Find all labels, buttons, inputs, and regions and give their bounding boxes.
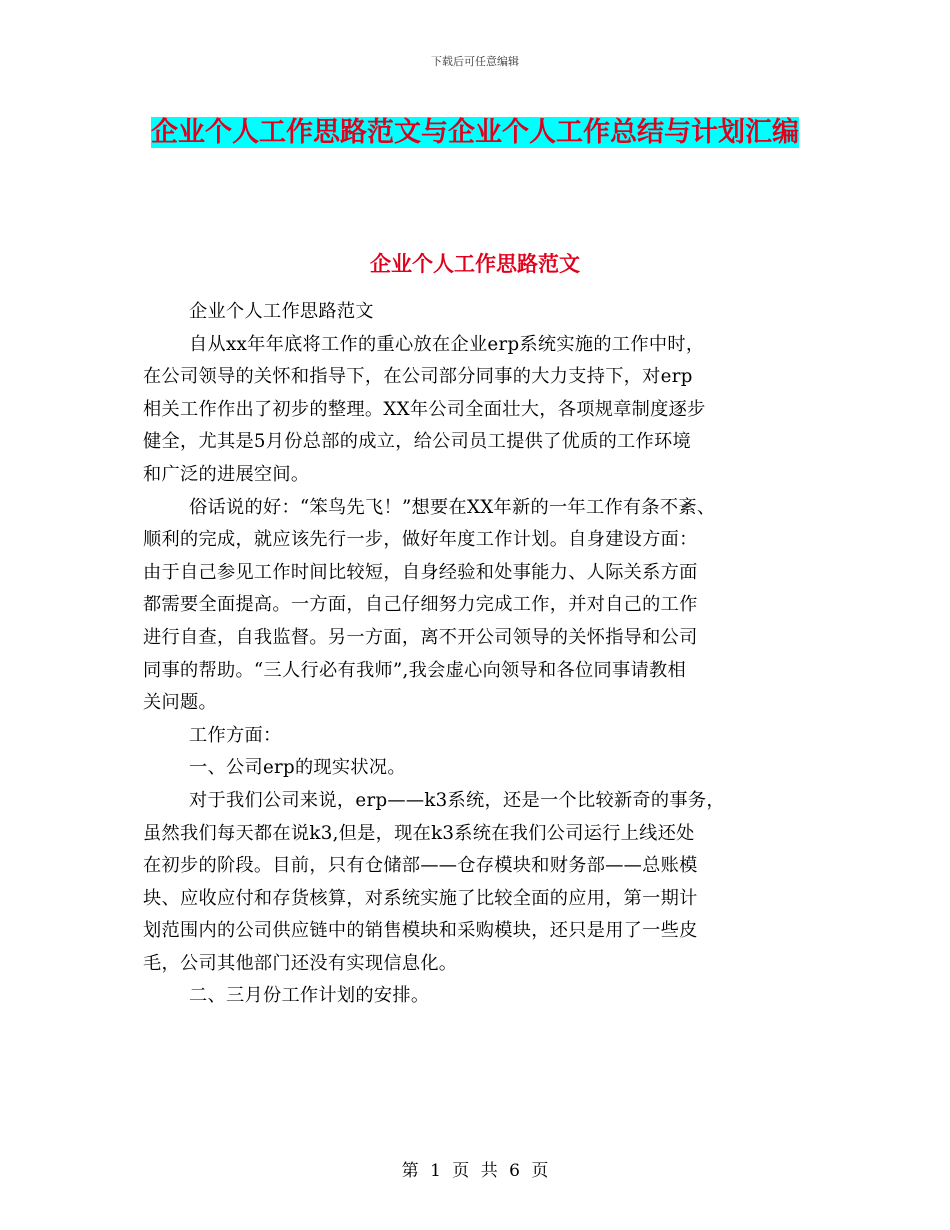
paragraph-line: 工作方面：: [189, 724, 282, 746]
paragraph-line: 虽然我们每天都在说k3,但是，现在k3系统在我们公司运行上线还处: [143, 822, 695, 844]
paragraph-line: 俗话说的好：“笨鸟先飞！”想要在XX年新的一年工作有条不紊、: [189, 496, 716, 518]
paragraph-line: 划范围内的公司供应链中的销售模块和采购模块，还只是用了一些皮: [143, 920, 698, 942]
paragraph-line: 在初步的阶段。目前，只有仓储部——仓存模块和财务部——总账模: [143, 855, 698, 877]
paragraph-line: 二、三月份工作计划的安排。: [189, 985, 430, 1007]
paragraph-line: 顺利的完成，就应该先行一步，做好年度工作计划。自身建设方面：: [143, 529, 698, 551]
paragraph-line: 块、应收应付和存货核算，对系统实施了比较全面的应用，第一期计: [143, 887, 698, 909]
paragraph-line: 一、公司erp的现实状况。: [189, 757, 406, 779]
paragraph-line: 和广泛的进展空间。: [143, 463, 310, 485]
paragraph-line: 企业个人工作思路范文: [189, 301, 374, 322]
paragraph-line: 都需要全面提高。一方面，自己仔细努力完成工作，并对自己的工作: [143, 594, 698, 616]
paragraph-line: 健全，尤其是5月份总部的成立，给公司员工提供了优质的工作环境: [143, 431, 692, 453]
paragraph-line: 自从xx年年底将工作的重心放在企业erp系统实施的工作中时，: [189, 333, 705, 355]
document-title-text: 企业个人工作思路范文与企业个人工作总结与计划汇编: [151, 117, 799, 148]
page-header: 下载后可任意编辑: [431, 55, 519, 68]
paragraph-line: 毛，公司其他部门还没有实现信息化。: [143, 952, 458, 974]
paragraph-line: 相关工作作出了初步的整理。XX年公司全面壮大，各项规章制度逐步: [143, 398, 706, 420]
paragraph-line: 在公司领导的关怀和指导下，在公司部分同事的大力支持下，对erp: [143, 366, 693, 388]
paragraph-line: 对于我们公司来说，erp——k3系统，还是一个比较新奇的事务，: [189, 789, 725, 811]
paragraph-line: 关问题。: [143, 692, 217, 714]
paragraph-line: 进行自查，自我监督。另一方面，离不开公司领导的关怀指导和公司: [143, 626, 698, 648]
paragraph-line: 同事的帮助。“三人行必有我师”,我会虚心向领导和各位同事请教相: [143, 659, 686, 681]
document-title: [140, 110, 810, 156]
section-title: 企业个人工作思路范文: [370, 252, 580, 276]
paragraph-line: 由于自己参见工作时间比较短，自身经验和处事能力、人际关系方面: [143, 561, 698, 583]
document-body: [143, 296, 823, 1013]
page-footer: 第 1 页 共 6 页: [401, 1161, 549, 1181]
